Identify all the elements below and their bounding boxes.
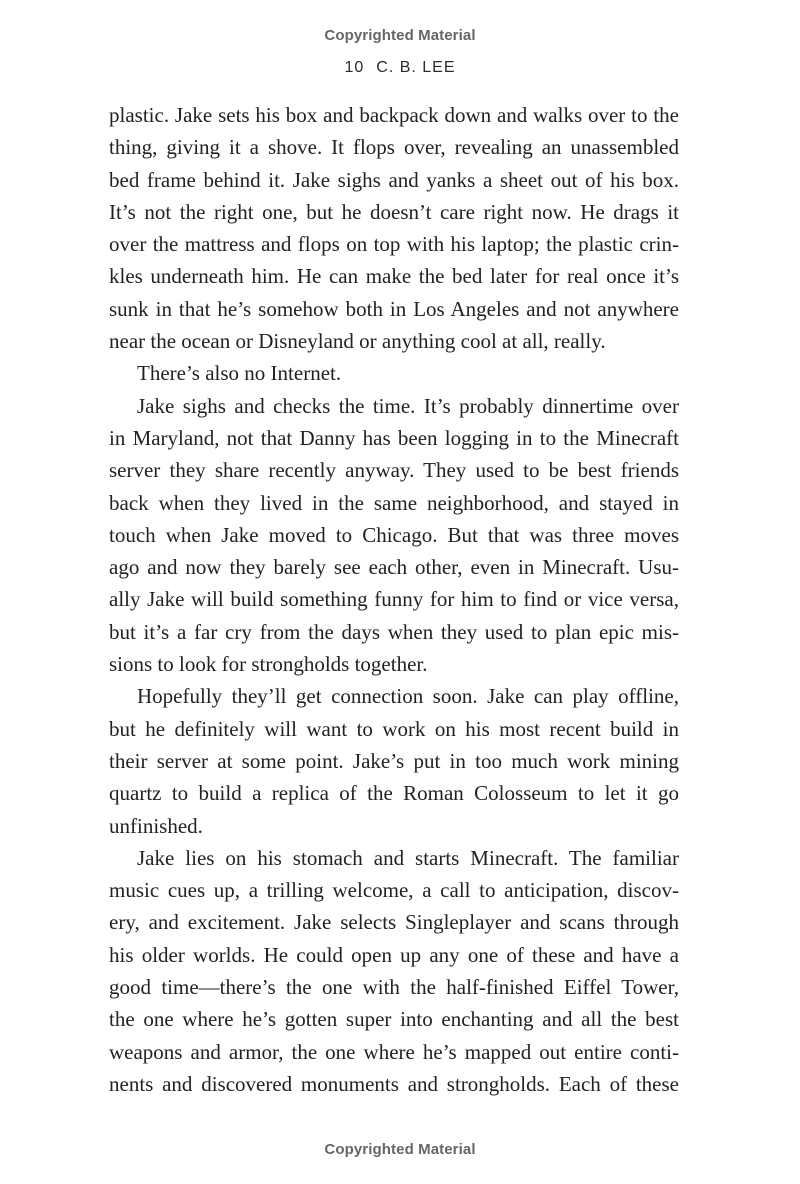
text-line: It’s not the right one, but he doesn’t care right now. He drags it <box>109 199 679 224</box>
text-line: unfinished. <box>109 813 203 838</box>
text-line: plastic. Jake sets his box and backpack down and walks over to the <box>109 103 679 127</box>
text-line: Jake lies on his stomach and starts Minecraft. The familiar <box>137 845 679 870</box>
paragraph <box>109 357 679 389</box>
text-line: server they share recently anyway. They used to be best friends <box>109 458 679 483</box>
text-line: but it’s a far cry from the days when they used to plan epic mis- <box>109 619 679 644</box>
text-line: sions to look for strongholds together. <box>109 652 428 677</box>
paragraph <box>109 680 679 841</box>
text-line: music cues up, a trilling welcome, a call to anticipation, discov- <box>109 878 679 903</box>
text-line: his older worlds. He could open up any one of these and have a <box>109 942 679 967</box>
text-line: quartz to build a replica of the Roman Colosseum to let it go <box>109 781 679 806</box>
text-line: sunk in that he’s somehow both in Los Angeles and not anywhere <box>109 296 679 321</box>
text-line: ago and now they barely see each other, even in Minecraft. Usu- <box>109 555 679 580</box>
text-line: good time—there’s the one with the half-finished Eiffel Tower, <box>109 975 679 1000</box>
text-line: There’s also no Internet. <box>137 361 342 386</box>
text-line: over the mattress and flops on top with his laptop; the plastic crin- <box>109 232 679 257</box>
copyright-watermark-top: Copyrighted Material <box>324 27 476 44</box>
text-line: weapons and armor, the one where he’s mapped out entire conti- <box>109 1039 679 1064</box>
page-number: 10 <box>344 59 365 76</box>
text-line: kles underneath him. He can make the bed later for real once it’s <box>109 264 679 289</box>
text-line: ery, and excitement. Jake selects Singleplayer and scans through <box>109 910 679 935</box>
paragraph <box>109 99 679 357</box>
text-line: thing, giving it a shove. It flops over, revealing an unassembled <box>109 135 679 160</box>
text-line: the one where he’s gotten super into enchanting and all the best <box>109 1007 679 1032</box>
text-line: in Maryland, not that Danny has been logging in to the Minecraft <box>109 425 679 450</box>
paragraph <box>109 390 679 681</box>
copyright-watermark-bottom: Copyrighted Material <box>324 1141 476 1158</box>
text-line: near the ocean or Disneyland or anything cool at all, really. <box>109 329 606 354</box>
text-line: but he definitely will want to work on his most recent build in <box>109 716 679 741</box>
text-line: Hopefully they’ll get connection soon. Jake can play offline, <box>137 684 679 709</box>
author-name: C. B. LEE <box>376 59 456 76</box>
text-line: nents and discovered monuments and strongholds. Each of these <box>109 1071 679 1096</box>
text-line: touch when Jake moved to Chicago. But that was three moves <box>109 522 679 547</box>
text-line: their server at some point. Jake’s put in too much work mining <box>109 748 679 773</box>
text-line: back when they lived in the same neighborhood, and stayed in <box>109 490 679 515</box>
body-text <box>109 99 679 1100</box>
text-line: bed frame behind it. Jake sighs and yanks a sheet out of his box. <box>109 167 679 192</box>
running-head <box>0 59 800 77</box>
text-line: ally Jake will build something funny for him to find or vice versa, <box>109 587 679 612</box>
paragraph <box>109 842 679 1100</box>
text-line: Jake sighs and checks the time. It’s probably dinnertime over <box>137 393 679 418</box>
